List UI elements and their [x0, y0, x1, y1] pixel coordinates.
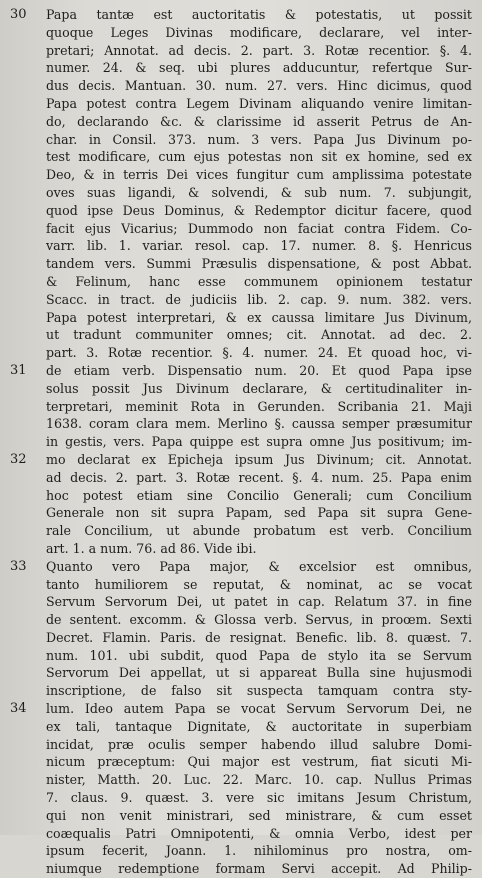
line-text: pretari; Annotat. ad decis. 2. part. 3. Rotæ recentior. §. 4.	[46, 42, 472, 58]
line-text: quoque Leges Divinas modificare, declarare, vel inter-	[46, 24, 472, 40]
text-line	[0, 398, 482, 416]
text-line	[0, 255, 482, 273]
line-text: ad decis. 2. part. 3. Rotæ recent. §. 4. num. 25. Papa enim	[46, 469, 472, 485]
line-text: art. 1. a num. 76. ad 86. Vide ibi.	[46, 540, 257, 556]
line-text: & Felinum, hanc esse communem opinionem testatur	[46, 273, 472, 289]
text-line	[0, 682, 482, 700]
text-line	[0, 807, 482, 825]
text-line	[0, 433, 482, 451]
text-line	[0, 326, 482, 344]
paragraph-number: 30	[10, 7, 27, 22]
text-line	[0, 24, 482, 42]
text-line	[0, 504, 482, 522]
text-line	[0, 593, 482, 611]
text-line	[0, 860, 482, 878]
text-line	[0, 344, 482, 362]
line-text: incidat, præ oculis semper habendo illud salubre Domi-	[46, 736, 472, 752]
line-text: Servum Servorum Dei, ut patet in cap. Relatum 37. in fine	[46, 594, 472, 610]
text-line	[0, 273, 482, 291]
line-text: de sentent. excomm. & Glossa verb. Servus, in proœm. Sexti	[46, 612, 472, 628]
line-text: facit ejus Vicarius; Dummodo non faciat contra Fidem. Co-	[46, 220, 472, 236]
line-text: char. in Consil. 373. num. 3 vers. Papa Jus Divinum po-	[46, 131, 472, 147]
line-text: numer. 24. & seq. ubi plures adducuntur, refertque Sur-	[46, 60, 472, 76]
line-text: nister, Matth. 20. Luc. 22. Marc. 10. cap. Nullus Primas	[46, 772, 472, 788]
line-text: do, declarando &c. & clarissime id asserit Petrus de An-	[46, 113, 472, 129]
line-text: Deo, & in terris Dei vices fungitur cum amplissima potestate	[46, 167, 472, 183]
text-line	[0, 664, 482, 682]
line-text: niumque redemptione formam Servi accepit. Ad Philip-	[46, 861, 472, 877]
line-text: ex tali, tantaque Dignitate, & auctoritate in superbiam	[46, 718, 472, 734]
text-line	[0, 309, 482, 327]
text-body	[0, 6, 482, 878]
line-text: 1638. coram clara mem. Merlino §. caussa semper præsumitur	[46, 416, 472, 432]
text-line	[0, 113, 482, 131]
paragraph-number: 31	[10, 362, 27, 378]
text-line	[0, 736, 482, 754]
text-line	[0, 576, 482, 594]
line-text: nicum præceptum: Qui major est vestrum, fiat sicuti Mi-	[46, 754, 472, 770]
line-text: Quanto vero Papa major, & excelsior est omnibus,	[46, 558, 472, 574]
text-line	[0, 611, 482, 629]
line-text: Papa potest contra Legem Divinam aliquando venire limitan-	[46, 95, 472, 111]
line-text: tanto humiliorem se reputat, & nominat, ac se vocat	[46, 576, 472, 592]
line-text: hoc potest etiam sine Concilio Generali; cum Concilium	[46, 487, 472, 503]
text-line	[0, 700, 482, 718]
line-text: de etiam verb. Dispensatio num. 20. Et quod Papa ipse	[46, 362, 472, 378]
text-line	[0, 647, 482, 665]
line-text: oves suas ligandi, & solvendi, & sub num. 7. subjungit,	[46, 184, 472, 200]
line-text: quod ipse Deus Dominus, & Redemptor dicitur facere, quod	[46, 202, 472, 218]
text-line	[0, 291, 482, 309]
line-text: part. 3. Rotæ recentior. §. 4. numer. 24. Et quoad hoc, vi-	[46, 345, 472, 361]
text-line	[0, 753, 482, 771]
text-line	[0, 718, 482, 736]
text-line	[0, 540, 482, 558]
line-text: Servorum Dei appellat, ut si appareat Bulla sine hujusmodi	[46, 665, 472, 681]
line-text: 7. claus. 9. quæst. 3. vere sic imitans Jesum Christum,	[46, 790, 472, 806]
text-line	[0, 220, 482, 238]
line-text: coæqualis Patri Omnipotenti, & omnia Verbo, idest per	[46, 825, 472, 841]
line-text: tandem vers. Summi Præsulis dispensatione, & post Abbat.	[46, 256, 472, 272]
text-line	[0, 77, 482, 95]
paragraph-number: 33	[10, 558, 27, 574]
text-line	[0, 771, 482, 789]
line-text: test modificare, cum ejus potestas non sit ex homine, sed ex	[46, 149, 472, 165]
line-text: in gestis, vers. Papa quippe est supra omne Jus positivum; im-	[46, 434, 472, 450]
text-line	[0, 558, 482, 576]
text-line	[0, 451, 482, 469]
line-text: dus decis. Mantuan. 30. num. 27. vers. Hinc dicimus, quod	[46, 78, 472, 94]
text-line	[0, 131, 482, 149]
paragraph-number: 34	[10, 701, 27, 717]
line-text: num. 101. ubi subdit, quod Papa de stylo ita se Servum	[46, 647, 472, 663]
text-line	[0, 6, 482, 24]
text-line	[0, 95, 482, 113]
line-text: terpretari, meminit Rota in Gerunden. Scribania 21. Maji	[46, 398, 472, 414]
line-text: qui non venit ministrari, sed ministrare, & cum esset	[46, 807, 472, 823]
text-line	[0, 42, 482, 60]
line-text: Papa potest interpretari, & ex caussa limitare Jus Divinum,	[46, 309, 472, 325]
paragraph-number: 32	[10, 451, 27, 467]
line-text: ut tradunt communiter omnes; cit. Annotat. ad dec. 2.	[46, 327, 472, 343]
text-line	[0, 148, 482, 166]
line-text: Decret. Flamin. Paris. de resignat. Benefic. lib. 8. quæst. 7.	[46, 629, 472, 645]
text-line	[0, 237, 482, 255]
text-line	[0, 59, 482, 77]
line-text: Generale non sit supra Papam, sed Papa sit supra Gene-	[46, 505, 472, 521]
text-line	[0, 789, 482, 807]
line-text: lum. Ideo autem Papa se vocat Servum Servorum Dei, ne	[46, 701, 472, 717]
line-text: ipsum fecerit, Joann. 1. nihilominus pro nostra, om-	[46, 843, 472, 859]
text-line	[0, 629, 482, 647]
line-text: rale Concilium, ut abunde probatum est verb. Concilium	[46, 523, 472, 539]
text-line	[0, 487, 482, 505]
text-line	[0, 166, 482, 184]
line-text: inscriptione, de falso sit suspecta tamquam contra sty-	[46, 683, 472, 699]
line-text: varr. lib. 1. variar. resol. cap. 17. numer. 8. §. Henricus	[46, 238, 472, 254]
text-line	[0, 469, 482, 487]
text-line	[0, 415, 482, 433]
text-line	[0, 842, 482, 860]
line-text: Scacc. in tract. de judiciis lib. 2. cap. 9. num. 382. vers.	[46, 291, 472, 307]
text-line	[0, 825, 482, 843]
text-line	[0, 184, 482, 202]
text-line	[0, 362, 482, 380]
text-line	[0, 202, 482, 220]
text-line	[0, 522, 482, 540]
line-text: mo declarat ex Epicheja ipsum Jus Divinum; cit. Annotat.	[46, 451, 472, 467]
line-text: solus possit Jus Divinum declarare, & certitudinaliter in-	[46, 380, 472, 396]
text-line	[0, 380, 482, 398]
line-text: Papa tantæ est auctoritatis & potestatis, ut possit	[46, 7, 472, 22]
